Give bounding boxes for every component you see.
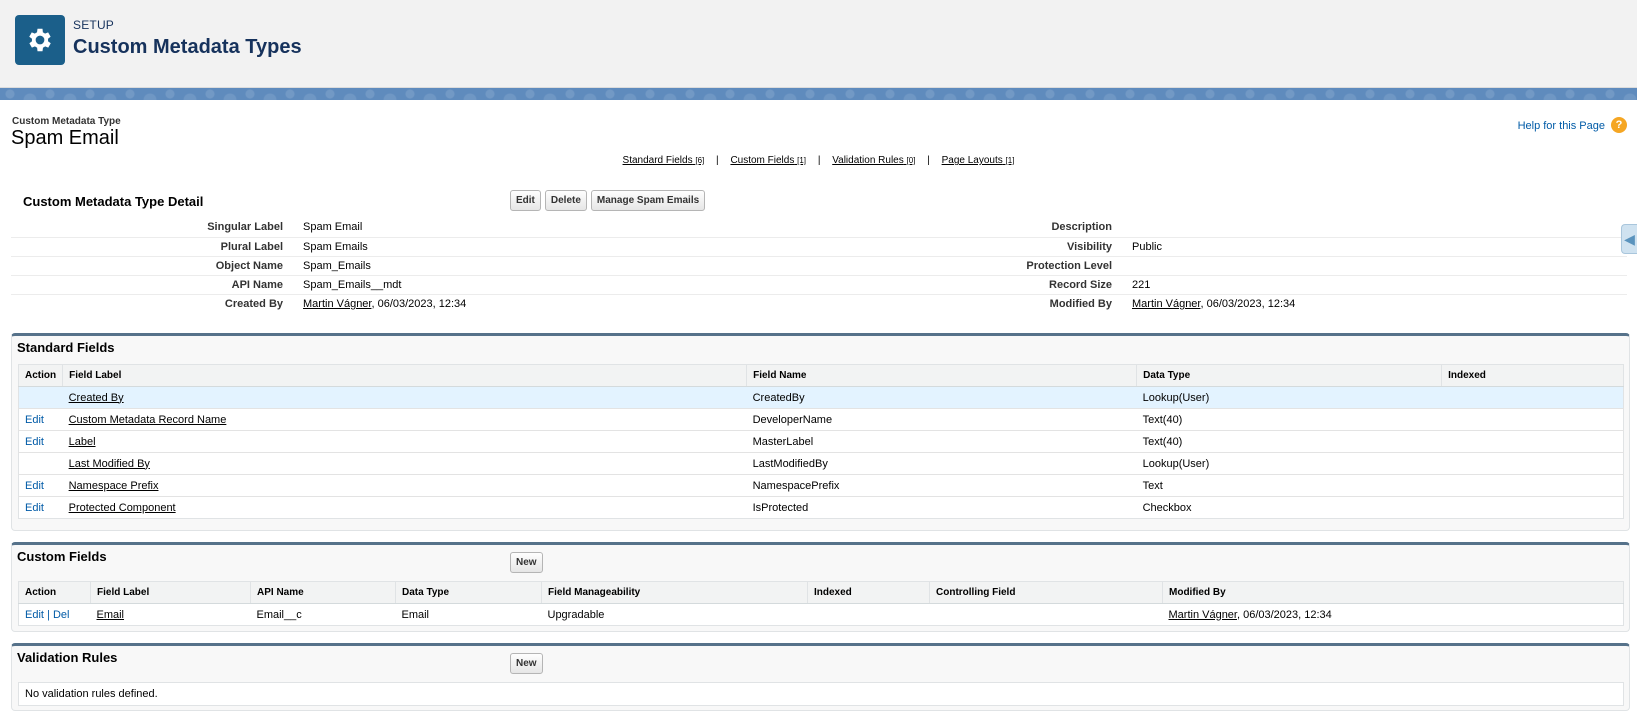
collapse-arrow-icon: ◀ bbox=[1624, 230, 1635, 247]
detail-row bbox=[11, 218, 1627, 237]
separator: | bbox=[817, 155, 821, 166]
field-label: Description bbox=[1023, 218, 1132, 237]
detail-row bbox=[11, 237, 1627, 256]
column-header: Data Type bbox=[396, 582, 542, 604]
column-header: Field Manageability bbox=[542, 582, 808, 604]
field-value bbox=[303, 294, 1023, 313]
help-link[interactable]: Help for this Page bbox=[1517, 120, 1605, 132]
custom-fields-table bbox=[18, 581, 1624, 626]
field-name: IsProtected bbox=[752, 501, 809, 514]
column-header: Action bbox=[19, 365, 63, 387]
column-header: Indexed bbox=[808, 582, 930, 604]
table-header-row bbox=[19, 365, 1624, 387]
related-link-page-layouts[interactable]: Page Layouts [1] bbox=[941, 155, 1015, 166]
standard-fields-list bbox=[11, 333, 1630, 531]
field-label-link[interactable]: Custom Metadata Record Name bbox=[68, 413, 227, 426]
page-title: Spam Email bbox=[11, 127, 119, 149]
table-row[interactable] bbox=[19, 409, 1624, 431]
empty-message: No validation rules defined. bbox=[18, 682, 1624, 706]
detail-row bbox=[11, 294, 1627, 313]
field-value: Spam_Emails bbox=[303, 256, 1023, 275]
indexed bbox=[1442, 497, 1624, 519]
field-name: DeveloperName bbox=[747, 409, 1137, 431]
modified-date: , 06/03/2023, 12:34 bbox=[1236, 608, 1332, 621]
related-link-custom-fields[interactable]: Custom Fields [1] bbox=[730, 155, 807, 166]
detail-table bbox=[11, 218, 1627, 313]
manage-spam-emails-button[interactable]: Manage Spam Emails bbox=[591, 190, 705, 211]
field-value bbox=[1132, 218, 1627, 237]
setup-kicker: SETUP bbox=[73, 18, 115, 32]
column-header: Field Name bbox=[747, 365, 1137, 387]
related-link-standard-fields[interactable]: Standard Fields [6] bbox=[622, 155, 705, 166]
custom-fields-title: Custom Fields bbox=[17, 549, 107, 564]
field-value: Spam Email bbox=[303, 218, 1023, 237]
page-head bbox=[0, 100, 1637, 166]
field-label-link[interactable]: Email bbox=[96, 608, 125, 621]
field-label: Plural Label bbox=[11, 237, 303, 256]
field-value bbox=[1132, 294, 1627, 313]
column-header: Modified By bbox=[1163, 582, 1624, 604]
field-name: CreatedBy bbox=[747, 387, 1137, 409]
field-manageability: Upgradable bbox=[547, 608, 605, 621]
setup-title: Custom Metadata Types bbox=[73, 36, 302, 58]
created-by-user-link[interactable]: Martin Vágner bbox=[303, 297, 372, 310]
header-banner bbox=[0, 88, 1637, 100]
field-label: Record Size bbox=[1023, 275, 1132, 294]
field-label-link[interactable]: Label bbox=[68, 435, 96, 448]
column-header: Field Label bbox=[91, 582, 251, 604]
field-label: Created By bbox=[224, 297, 283, 310]
modified-by-user-link[interactable]: Martin Vágner bbox=[1168, 608, 1237, 621]
edit-link[interactable]: Edit bbox=[25, 608, 44, 621]
field-value: Spam_Emails__mdt bbox=[303, 275, 1023, 294]
indexed bbox=[1442, 475, 1624, 497]
data-type: Text(40) bbox=[1137, 431, 1442, 453]
related-link-validation-rules[interactable]: Validation Rules [0] bbox=[832, 155, 916, 166]
page-type-label: Custom Metadata Type bbox=[12, 116, 121, 127]
column-header: Indexed bbox=[1442, 365, 1624, 387]
table-row[interactable] bbox=[19, 431, 1624, 453]
field-label-link[interactable]: Created By bbox=[68, 391, 124, 404]
separator: | bbox=[47, 608, 50, 621]
field-value: 221 bbox=[1132, 275, 1627, 294]
field-label: Protection Level bbox=[1023, 256, 1132, 275]
indexed bbox=[808, 604, 930, 626]
field-name: NamespacePrefix bbox=[747, 475, 1137, 497]
data-type: Email bbox=[401, 608, 430, 621]
separator: | bbox=[716, 155, 719, 166]
detail-section bbox=[0, 188, 1637, 328]
sidebar-toggle[interactable] bbox=[1621, 224, 1637, 254]
column-header: API Name bbox=[251, 582, 396, 604]
validation-rules-title: Validation Rules bbox=[17, 650, 118, 665]
separator: | bbox=[927, 155, 930, 166]
api-name: Email__c bbox=[256, 608, 302, 621]
indexed bbox=[1442, 453, 1624, 475]
field-label: Object Name bbox=[11, 256, 303, 275]
delete-link[interactable]: Del bbox=[52, 608, 70, 621]
data-type: Text bbox=[1137, 475, 1442, 497]
column-header: Controlling Field bbox=[930, 582, 1163, 604]
edit-button[interactable]: Edit bbox=[510, 190, 541, 211]
new-validation-rule-button[interactable]: New bbox=[510, 653, 543, 674]
table-row[interactable] bbox=[19, 475, 1624, 497]
standard-fields-title: Standard Fields bbox=[17, 340, 115, 355]
edit-link[interactable]: Edit bbox=[25, 501, 44, 514]
modified-date: , 06/03/2023, 12:34 bbox=[1200, 297, 1296, 310]
data-type: Checkbox bbox=[1142, 501, 1192, 514]
field-label-link[interactable]: Last Modified By bbox=[68, 457, 150, 470]
modified-by-user-link[interactable]: Martin Vágner bbox=[1132, 297, 1201, 310]
field-label-link[interactable]: Protected Component bbox=[68, 501, 176, 514]
validation-rules-list bbox=[11, 643, 1630, 711]
edit-link[interactable]: Edit bbox=[25, 435, 44, 448]
indexed bbox=[1442, 409, 1624, 431]
field-value: Spam Emails bbox=[303, 237, 1023, 256]
detail-title: Custom Metadata Type Detail bbox=[23, 194, 204, 209]
detail-buttons bbox=[510, 190, 705, 211]
setup-header bbox=[0, 0, 1637, 88]
controlling-field bbox=[930, 604, 1163, 626]
field-value: Public bbox=[1132, 237, 1627, 256]
standard-fields-table bbox=[18, 364, 1624, 519]
field-label: Modified By bbox=[1049, 297, 1112, 310]
field-label: API Name bbox=[11, 275, 303, 294]
data-type: Text(40) bbox=[1137, 409, 1442, 431]
field-name: MasterLabel bbox=[747, 431, 1137, 453]
indexed bbox=[1442, 431, 1624, 453]
delete-button[interactable]: Delete bbox=[545, 190, 587, 211]
column-header: Action bbox=[19, 582, 91, 604]
table-row[interactable] bbox=[19, 453, 1624, 475]
field-label: Singular Label bbox=[11, 218, 303, 237]
action-cell bbox=[19, 604, 91, 626]
table-header-row bbox=[19, 582, 1624, 604]
table-row[interactable] bbox=[19, 497, 1624, 519]
indexed bbox=[1442, 387, 1624, 409]
table-row[interactable] bbox=[19, 387, 1624, 409]
detail-row bbox=[11, 275, 1627, 294]
data-type: Lookup(User) bbox=[1137, 453, 1442, 475]
field-name: LastModifiedBy bbox=[747, 453, 1137, 475]
field-label-link[interactable]: Namespace Prefix bbox=[68, 479, 159, 492]
gear-icon bbox=[15, 15, 65, 65]
column-header: Field Label bbox=[63, 365, 747, 387]
field-value bbox=[1132, 256, 1627, 275]
help-icon[interactable]: ? bbox=[1611, 117, 1627, 133]
created-date: , 06/03/2023, 12:34 bbox=[371, 297, 467, 310]
edit-link[interactable]: Edit bbox=[25, 479, 44, 492]
related-links bbox=[0, 155, 1637, 166]
modified-by bbox=[1163, 604, 1624, 626]
edit-link[interactable]: Edit bbox=[25, 413, 44, 426]
column-header: Data Type bbox=[1137, 365, 1442, 387]
table-row[interactable] bbox=[19, 604, 1624, 626]
detail-row bbox=[11, 256, 1627, 275]
field-label: Visibility bbox=[1023, 237, 1132, 256]
new-custom-field-button[interactable]: New bbox=[510, 552, 543, 573]
data-type: Lookup(User) bbox=[1137, 387, 1442, 409]
custom-fields-list bbox=[11, 542, 1630, 632]
